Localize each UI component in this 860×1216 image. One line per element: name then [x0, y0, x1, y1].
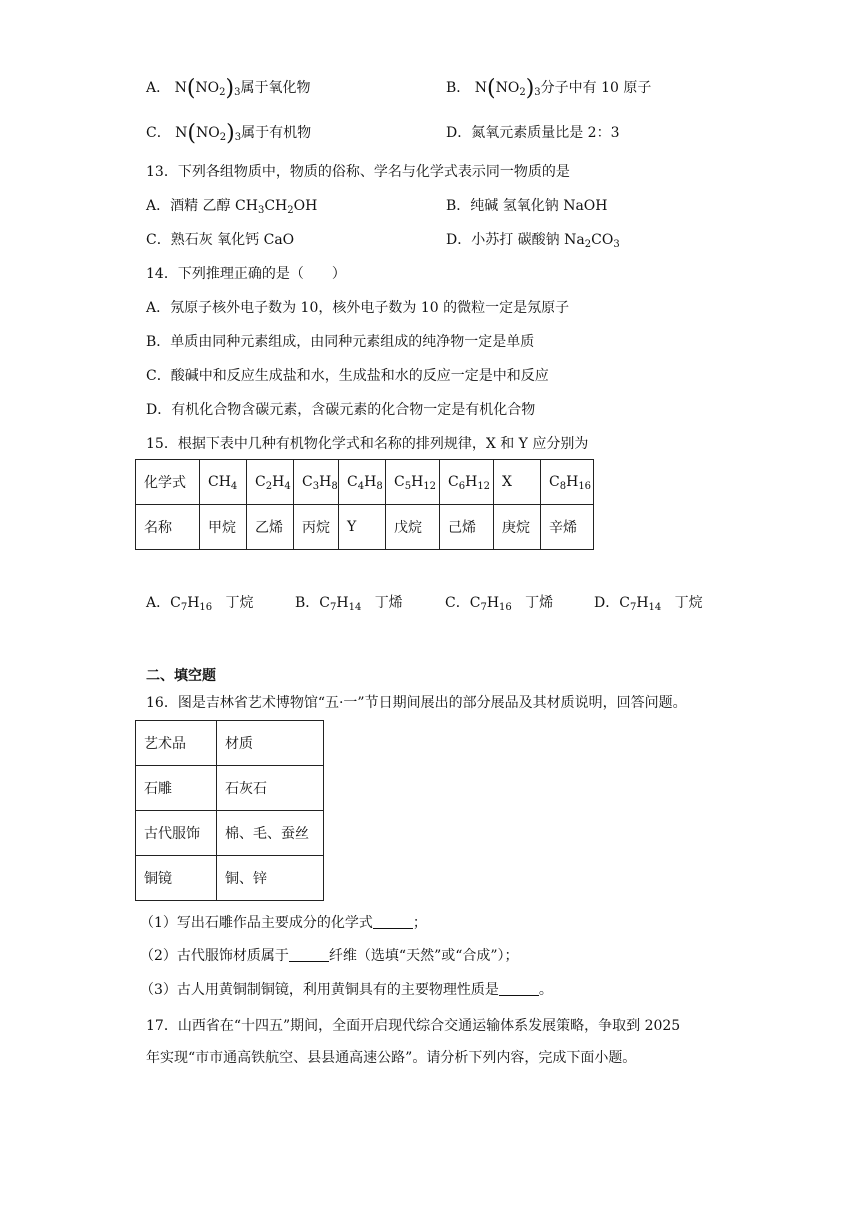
table-row	[136, 856, 324, 901]
formula-sub: 3	[613, 239, 620, 250]
table-cell: $C_6H_{12}$	[440, 460, 494, 505]
q14-option-a: A．氖原子核外电子数为 10，核外电子数为 10 的微粒一定是氖原子	[146, 300, 570, 316]
q15-option-a: A．$C_7H_{16}$ 丁烷	[146, 595, 254, 613]
option-label: A．	[146, 80, 171, 96]
q17-line-1: 17．山西省在“十四五”期间，全面开启现代综合交通运输体系发展策略，争取到 2025	[146, 1018, 681, 1034]
q16-subq-1: （1）写出石雕作品主要成分的化学式 ；	[140, 915, 427, 931]
formula-n-no2-3: $N(NO_2)_3$	[174, 76, 241, 101]
q15-option-c: C．$C_7H_{16}$ 丁烯	[445, 595, 554, 613]
q14-option-c: C．酸碱中和反应生成盐和水，生成盐和水的反应一定是中和反应	[146, 368, 549, 384]
q17-line-2: 年实现“市市通高铁航空、县县通高速公路”。请分析下列内容，完成下面小题。	[146, 1050, 637, 1066]
formula-n-no2-3: $N(NO_2)_3$	[175, 121, 242, 146]
table-cell: 丙烷	[294, 505, 339, 550]
answer-blank[interactable]	[289, 947, 329, 962]
table-cell: 乙烯	[247, 505, 294, 550]
q15-option-d: D．$C_7H_{14}$ 丁烷	[594, 595, 703, 613]
formula-text: N	[474, 80, 487, 96]
formula-sub: 3	[234, 132, 242, 143]
table-cell: $C_5H_{12}$	[386, 460, 440, 505]
q12-option-c	[146, 123, 311, 144]
option-label: B．	[446, 80, 471, 96]
q12-option-d	[446, 123, 620, 143]
table-cell: 材质	[217, 721, 324, 766]
formula-sub: 2	[519, 87, 526, 98]
option-label: C．	[146, 125, 171, 141]
formula-sub: 3	[257, 205, 265, 216]
q13-option-c: C．熟石灰 氧化钙 CaO	[146, 232, 295, 248]
q14-option-b: B．单质由同种元素组成，由同种元素组成的纯净物一定是单质	[146, 334, 535, 350]
option-text: 氮氧元素质量比是 2：3	[471, 125, 620, 141]
table-cell: Y	[339, 505, 386, 550]
q15-table	[135, 459, 594, 550]
option-text: D．小苏打 碳酸钠 Na	[446, 232, 585, 248]
option-text: A．酒精 乙醇 CH	[146, 198, 258, 214]
table-cell: 石灰石	[217, 766, 324, 811]
q16-subq-3: （3）古人用黄铜制铜镜，利用黄铜具有的主要物理性质是 。	[140, 982, 553, 998]
table-row	[136, 460, 594, 505]
table-cell: 庚烷	[494, 505, 541, 550]
q16-subq-2: （2）古代服饰材质属于 纤维（选填“天然”或“合成”）；	[140, 948, 519, 964]
table-cell: 棉、毛、蚕丝	[217, 811, 324, 856]
formula-n-no2-3: $N(NO_2)_3$	[474, 76, 541, 101]
q13-stem: 13．下列各组物质中，物质的俗称、学名与化学式表示同一物质的是	[146, 164, 570, 180]
section-title: 二、填空题	[146, 668, 216, 684]
formula-text: CO	[591, 232, 614, 248]
q13-option-a	[146, 196, 317, 216]
option-text: 属于氧化物	[240, 80, 311, 96]
table-cell: $C_2H_4$	[247, 460, 294, 505]
q13-option-b: B．纯碱 氢氧化钠 NaOH	[446, 198, 608, 214]
table-cell: X	[494, 460, 541, 505]
q12-option-b	[446, 78, 651, 99]
formula-text: NO	[495, 80, 520, 96]
formula-text: CH	[264, 198, 288, 214]
formula-sub: 2	[287, 205, 294, 216]
table-row	[136, 766, 324, 811]
answer-blank[interactable]	[373, 914, 413, 929]
formula-sub: 2	[219, 132, 227, 143]
option-text: 属于有机物	[241, 125, 312, 141]
formula-text: OH	[293, 198, 318, 214]
q16-table	[135, 720, 324, 901]
formula-sub: 3	[534, 87, 541, 98]
formula-text: N	[174, 80, 187, 96]
q13-option-d	[446, 230, 620, 250]
table-cell: $C_4H_8$	[339, 460, 386, 505]
formula-sub: 2	[584, 239, 592, 250]
table-cell: $C_8H_{16}$	[541, 460, 594, 505]
table-cell: 戊烷	[386, 505, 440, 550]
table-cell: 己烯	[440, 505, 494, 550]
table-cell: 名称	[136, 505, 200, 550]
q12-option-a	[146, 78, 311, 99]
table-row	[136, 505, 594, 550]
q14-option-d: D．有机化合物含碳元素，含碳元素的化合物一定是有机化合物	[146, 402, 536, 418]
option-text: 分子中有 10 原子	[540, 80, 652, 96]
formula-text: NO	[195, 80, 220, 96]
q15-option-b: B．$C_7H_{14}$ 丁烯	[295, 595, 403, 613]
formula-sub: 3	[234, 87, 241, 98]
table-cell: 艺术品	[136, 721, 217, 766]
table-cell: 石雕	[136, 766, 217, 811]
q15-stem: 15．根据下表中几种有机物化学式和名称的排列规律，X 和 Y 应分别为	[146, 436, 589, 452]
table-cell: 铜、锌	[217, 856, 324, 901]
q16-stem: 16．图是吉林省艺术博物馆“五·一”节日期间展出的部分展品及其材质说明，回答问题。	[146, 695, 687, 711]
table-cell: $CH_4$	[200, 460, 247, 505]
q14-stem: 14．下列推理正确的是（ ）	[146, 266, 346, 282]
table-row	[136, 721, 324, 766]
table-row	[136, 811, 324, 856]
formula-text: NO	[196, 125, 220, 141]
table-cell: $C_3H_8$	[294, 460, 339, 505]
option-label: D．	[446, 125, 472, 141]
answer-blank[interactable]	[499, 981, 539, 996]
table-cell: 古代服饰	[136, 811, 217, 856]
table-cell: 辛烯	[541, 505, 594, 550]
table-cell: 铜镜	[136, 856, 217, 901]
formula-text: N	[175, 125, 188, 141]
formula-sub: 2	[219, 87, 226, 98]
table-cell: 化学式	[136, 460, 200, 505]
table-cell: 甲烷	[200, 505, 247, 550]
